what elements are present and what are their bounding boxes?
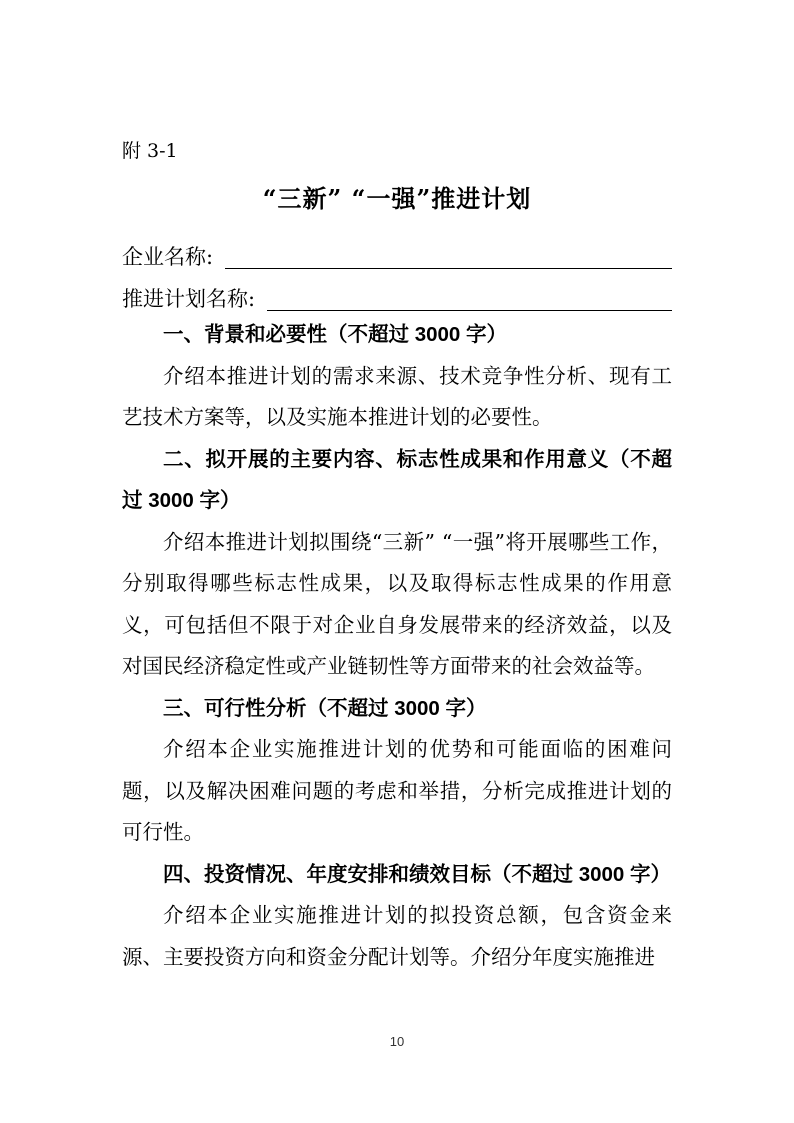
section-3 (122, 688, 672, 854)
plan-name-blank-line (267, 310, 672, 311)
section-2 (122, 439, 672, 688)
company-name-blank-line (225, 268, 672, 269)
form-fields (122, 230, 672, 314)
document-title: “三新” “一强”推进计划 (262, 184, 532, 213)
section-2-heading: 二、拟开展的主要内容、标志性成果和作用意义（不超过 3000 字） (122, 447, 672, 512)
section-2-body: 介绍本推进计划拟围绕“三新” “一强”将开展哪些工作，分别取得哪些标志性成果，以及取得标志性成果的作用意义，可包括但不限于对企业自身发展带来的经济效益，以及对国民经济稳定性或产业链韧性等方面带来的社会效益等。 (122, 529, 672, 678)
section-4-heading: 四、投资情况、年度安排和绩效目标（不超过 3000 字） (163, 862, 671, 886)
page-number: 10 (389, 1034, 405, 1049)
section-1-heading: 一、背景和必要性（不超过 3000 字） (163, 323, 507, 346)
company-name-label: 企业名称: (122, 245, 214, 269)
section-3-heading: 三、可行性分析（不超过 3000 字） (163, 696, 487, 720)
plan-name-field (122, 272, 672, 314)
section-3-body: 介绍本企业实施推进计划的优势和可能面临的困难问题，以及解决困难问题的考虑和举措，分析完成推进计划的可行性。 (122, 737, 672, 844)
company-name-field (122, 230, 672, 272)
section-4-body: 介绍本企业实施推进计划的拟投资总额，包含资金来源、主要投资方向和资金分配计划等。介绍分年度实施推进 (122, 903, 672, 969)
plan-name-label: 推进计划名称: (122, 287, 256, 311)
section-4 (122, 854, 672, 979)
attachment-label: 附 3-1 (122, 140, 178, 162)
section-1 (122, 314, 672, 439)
document-body (122, 314, 672, 978)
section-1-body: 介绍本推进计划的需求来源、技术竞争性分析、现有工艺技术方案等，以及实施本推进计划的必要性。 (122, 363, 672, 429)
